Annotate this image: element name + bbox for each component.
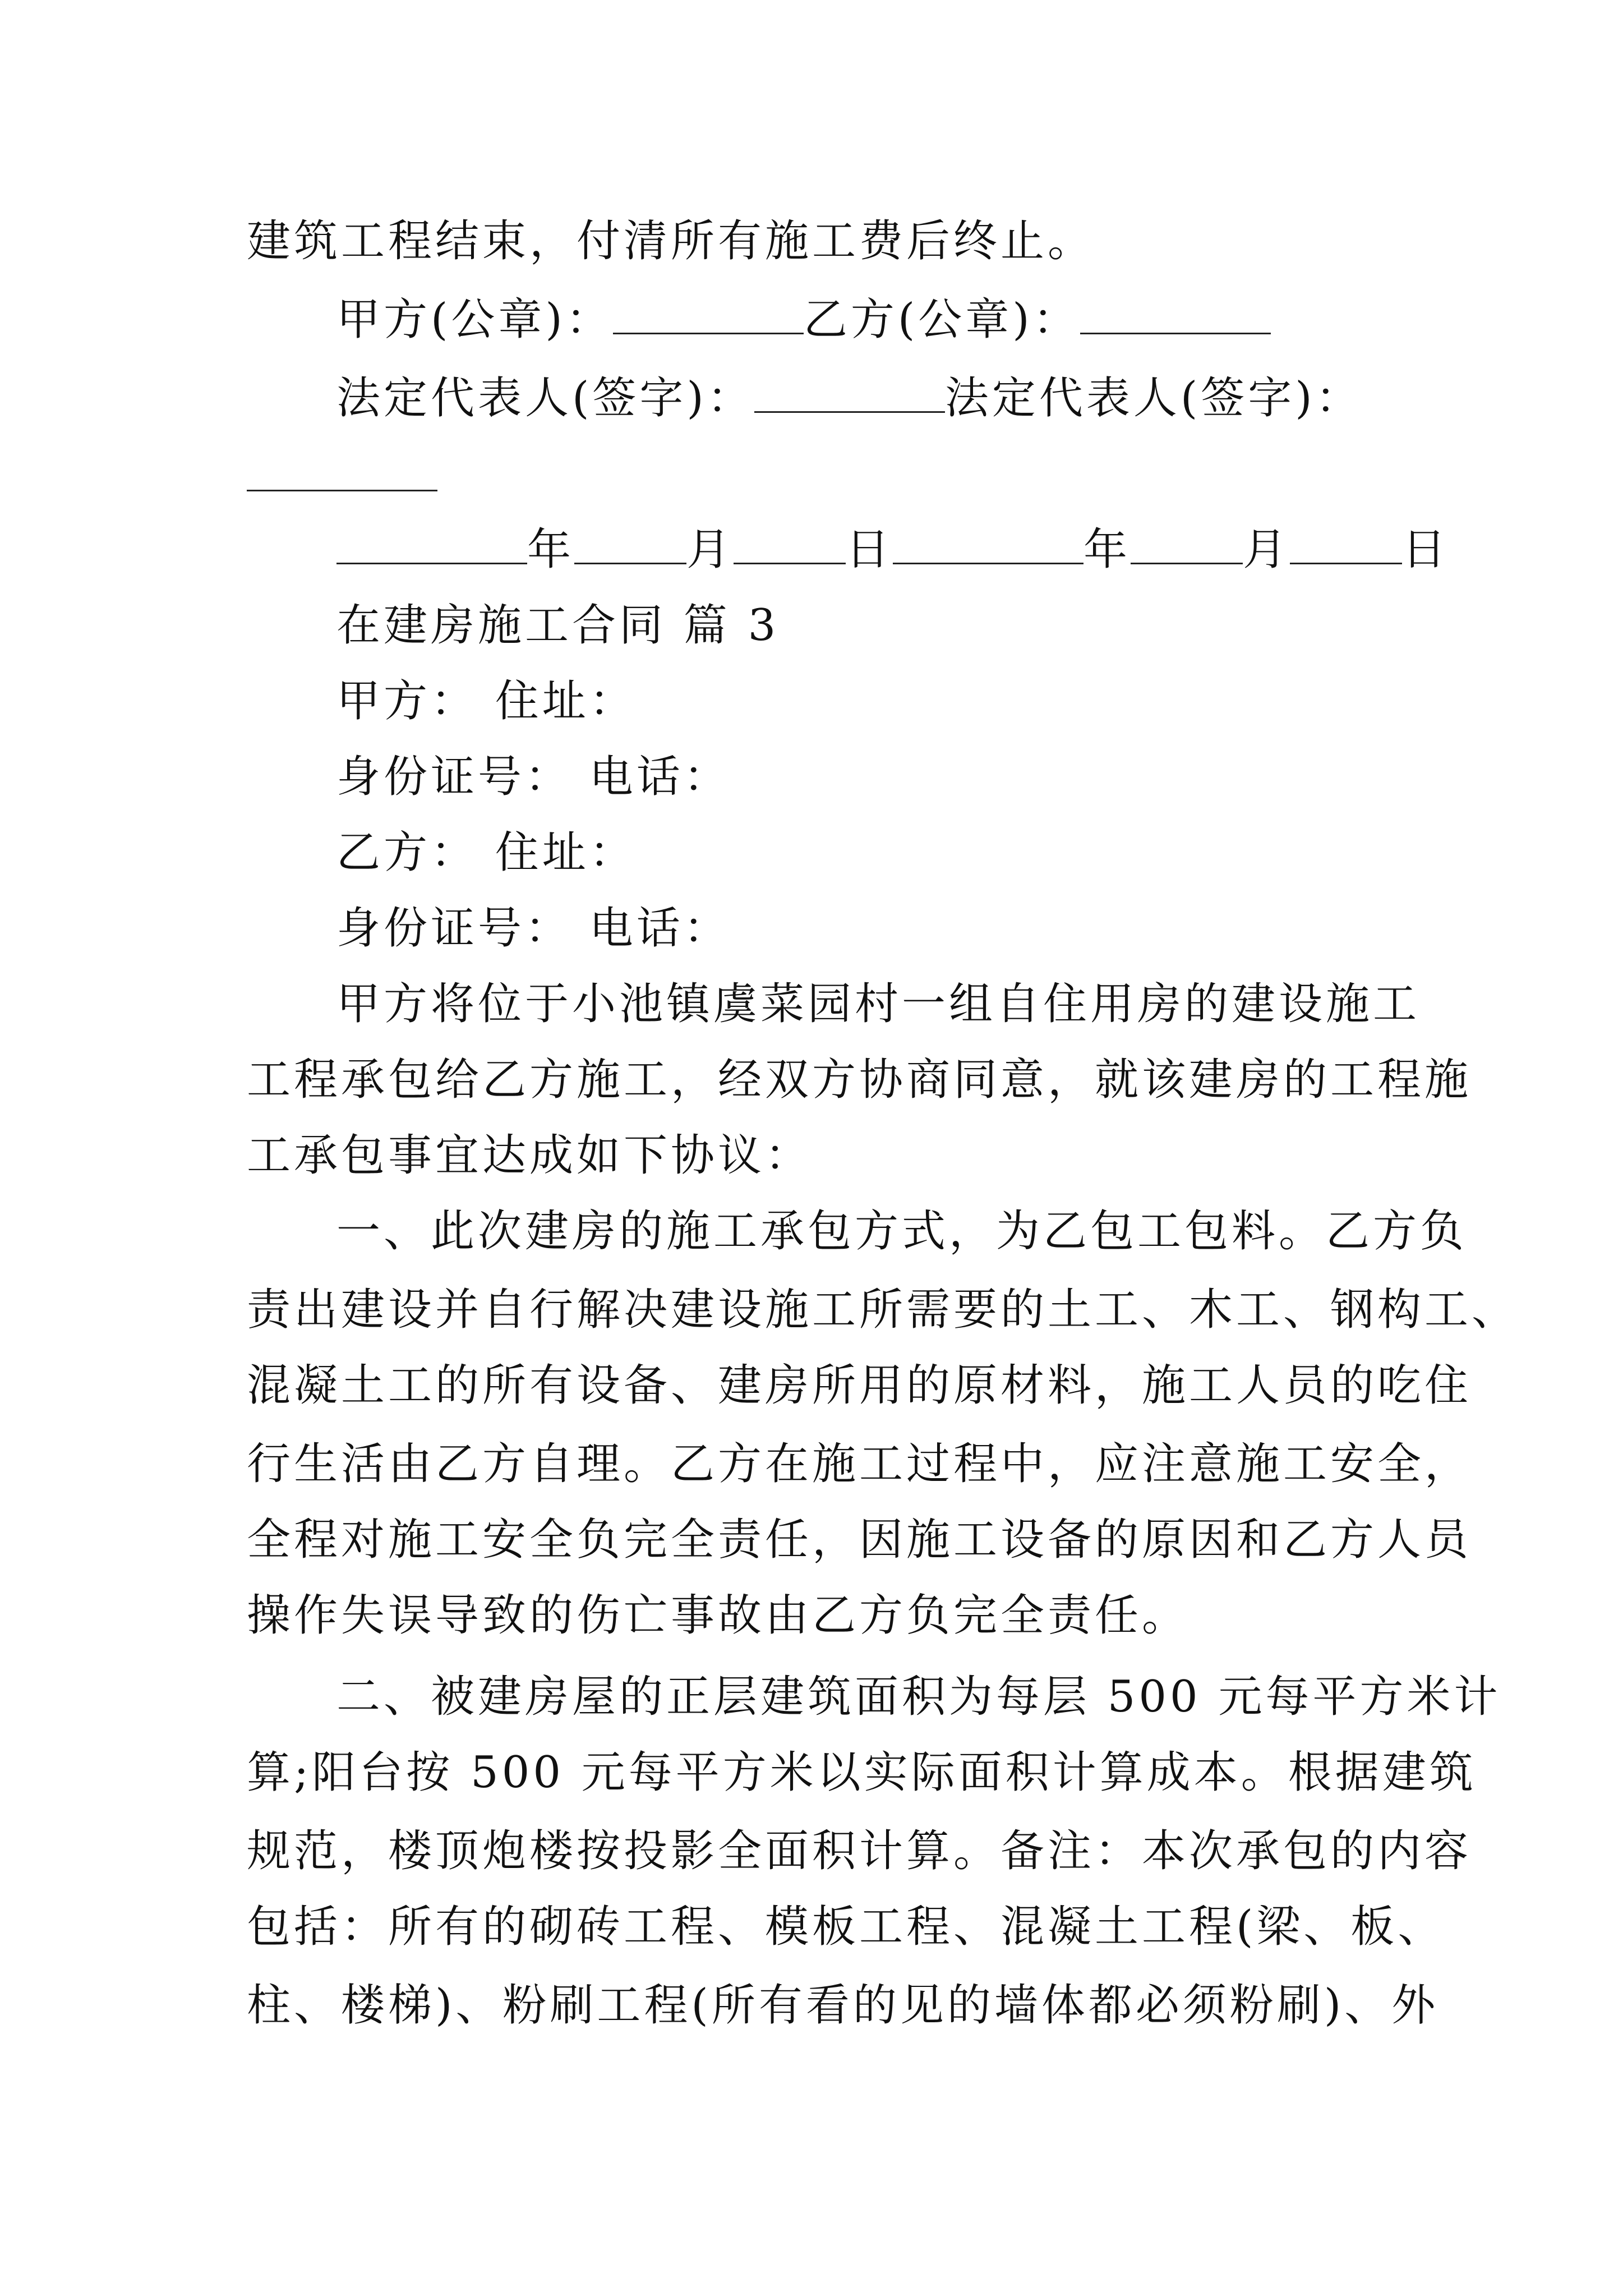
text-line: [247, 1512, 1472, 1568]
line-text: 规范，楼顶炮楼按投影全面积计算。备注：本次承包的内容: [247, 1826, 1472, 1876]
text-line: [247, 1745, 1477, 1801]
line-text: 甲方： 住址：: [336, 676, 637, 726]
date-blank[interactable]: [893, 529, 1083, 564]
party-b-seal-label: 乙方(公章)：: [803, 295, 1080, 345]
signature-blank[interactable]: [1080, 299, 1271, 334]
signature-blank[interactable]: [247, 456, 437, 491]
legal-rep-line: [336, 370, 1363, 426]
text-line: [247, 1823, 1472, 1879]
line-text: 全程对施工安全负完全责任，因施工设备的原因和乙方人员: [247, 1515, 1472, 1565]
text-line: [336, 976, 1420, 1032]
text-line: [247, 1282, 1519, 1338]
text-line: [247, 1588, 1189, 1644]
year-label: 年: [1083, 524, 1131, 575]
text-line: [336, 825, 637, 881]
line-text: 柱、楼梯)、粉刷工程(所有看的见的墙体都必须粉刷)、外: [247, 1980, 1439, 2031]
line-text: 责出建设并自行解决建设施工所需要的土工、木工、钢构工、: [247, 1285, 1519, 1335]
text-line: [247, 1128, 812, 1184]
date-blank[interactable]: [336, 529, 527, 564]
line-text: 乙方： 住址：: [336, 827, 637, 878]
text-line: [247, 1899, 1445, 1955]
text-line: [336, 749, 731, 805]
line-text: 算;阳台按 500 元每平方米以实际面积计算成本。根据建筑: [247, 1747, 1477, 1798]
date-blank[interactable]: [1290, 529, 1402, 564]
section-title: 在建房施工合同 篇 3: [336, 600, 780, 651]
line-text: 包括：所有的砌砖工程、模板工程、混凝土工程(梁、板、: [247, 1902, 1445, 1952]
party-a-seal-line: [336, 292, 1271, 348]
date-blank[interactable]: [574, 529, 686, 564]
line-text: 工承包事宜达成如下协议：: [247, 1130, 813, 1181]
text-line: [247, 1052, 1472, 1108]
text-line: [247, 1977, 1438, 2033]
date-blank[interactable]: [1131, 529, 1243, 564]
line-text: 身份证号： 电话：: [336, 752, 731, 802]
text-line: [247, 1436, 1472, 1492]
text-line: [247, 1358, 1472, 1414]
party-b-rep-label: 法定代表人(签字)：: [944, 373, 1363, 424]
year-label: 年: [527, 524, 575, 575]
line-text: 二、被建房屋的正层建筑面积为每层 500 元每平方米计: [336, 1672, 1501, 1722]
text-line: [247, 213, 1095, 269]
text-line: [336, 673, 637, 729]
signature-blank[interactable]: [613, 299, 804, 334]
text-line: [336, 900, 731, 956]
text-line: [336, 1203, 1467, 1259]
line-text: 建筑工程结束，付清所有施工费后终止。: [247, 216, 1095, 266]
signature-blank[interactable]: [754, 378, 945, 413]
section-heading: [336, 597, 779, 654]
party-a-rep-label: 法定代表人(签字)：: [336, 373, 754, 424]
line-text: 一、此次建房的施工承包方式，为乙包工包料。乙方负: [336, 1206, 1468, 1257]
line-text: 混凝土工的所有设备、建房所用的原材料，施工人员的吃住: [247, 1360, 1472, 1411]
line-text: 甲方将位于小池镇虞菜园村一组自住用房的建设施工: [336, 979, 1421, 1029]
date-line: [336, 522, 1449, 578]
line-text: 行生活由乙方自理。乙方在施工过程中，应注意施工安全，: [247, 1439, 1472, 1489]
line-text: 工程承包给乙方施工，经双方协商同意，就该建房的工程施: [247, 1055, 1472, 1105]
month-label: 月: [686, 524, 734, 575]
text-line: [336, 1669, 1501, 1725]
party-a-seal-label: 甲方(公章)：: [336, 295, 613, 345]
month-label: 月: [1243, 524, 1290, 575]
day-label: 日: [846, 524, 893, 575]
line-text: 操作失误导致的伤亡事故由乙方负完全责任。: [247, 1590, 1189, 1641]
line-text: 身份证号： 电话：: [336, 903, 731, 954]
continued-blank-line: [247, 449, 437, 505]
day-label: 日: [1402, 524, 1450, 575]
date-blank[interactable]: [734, 529, 846, 564]
